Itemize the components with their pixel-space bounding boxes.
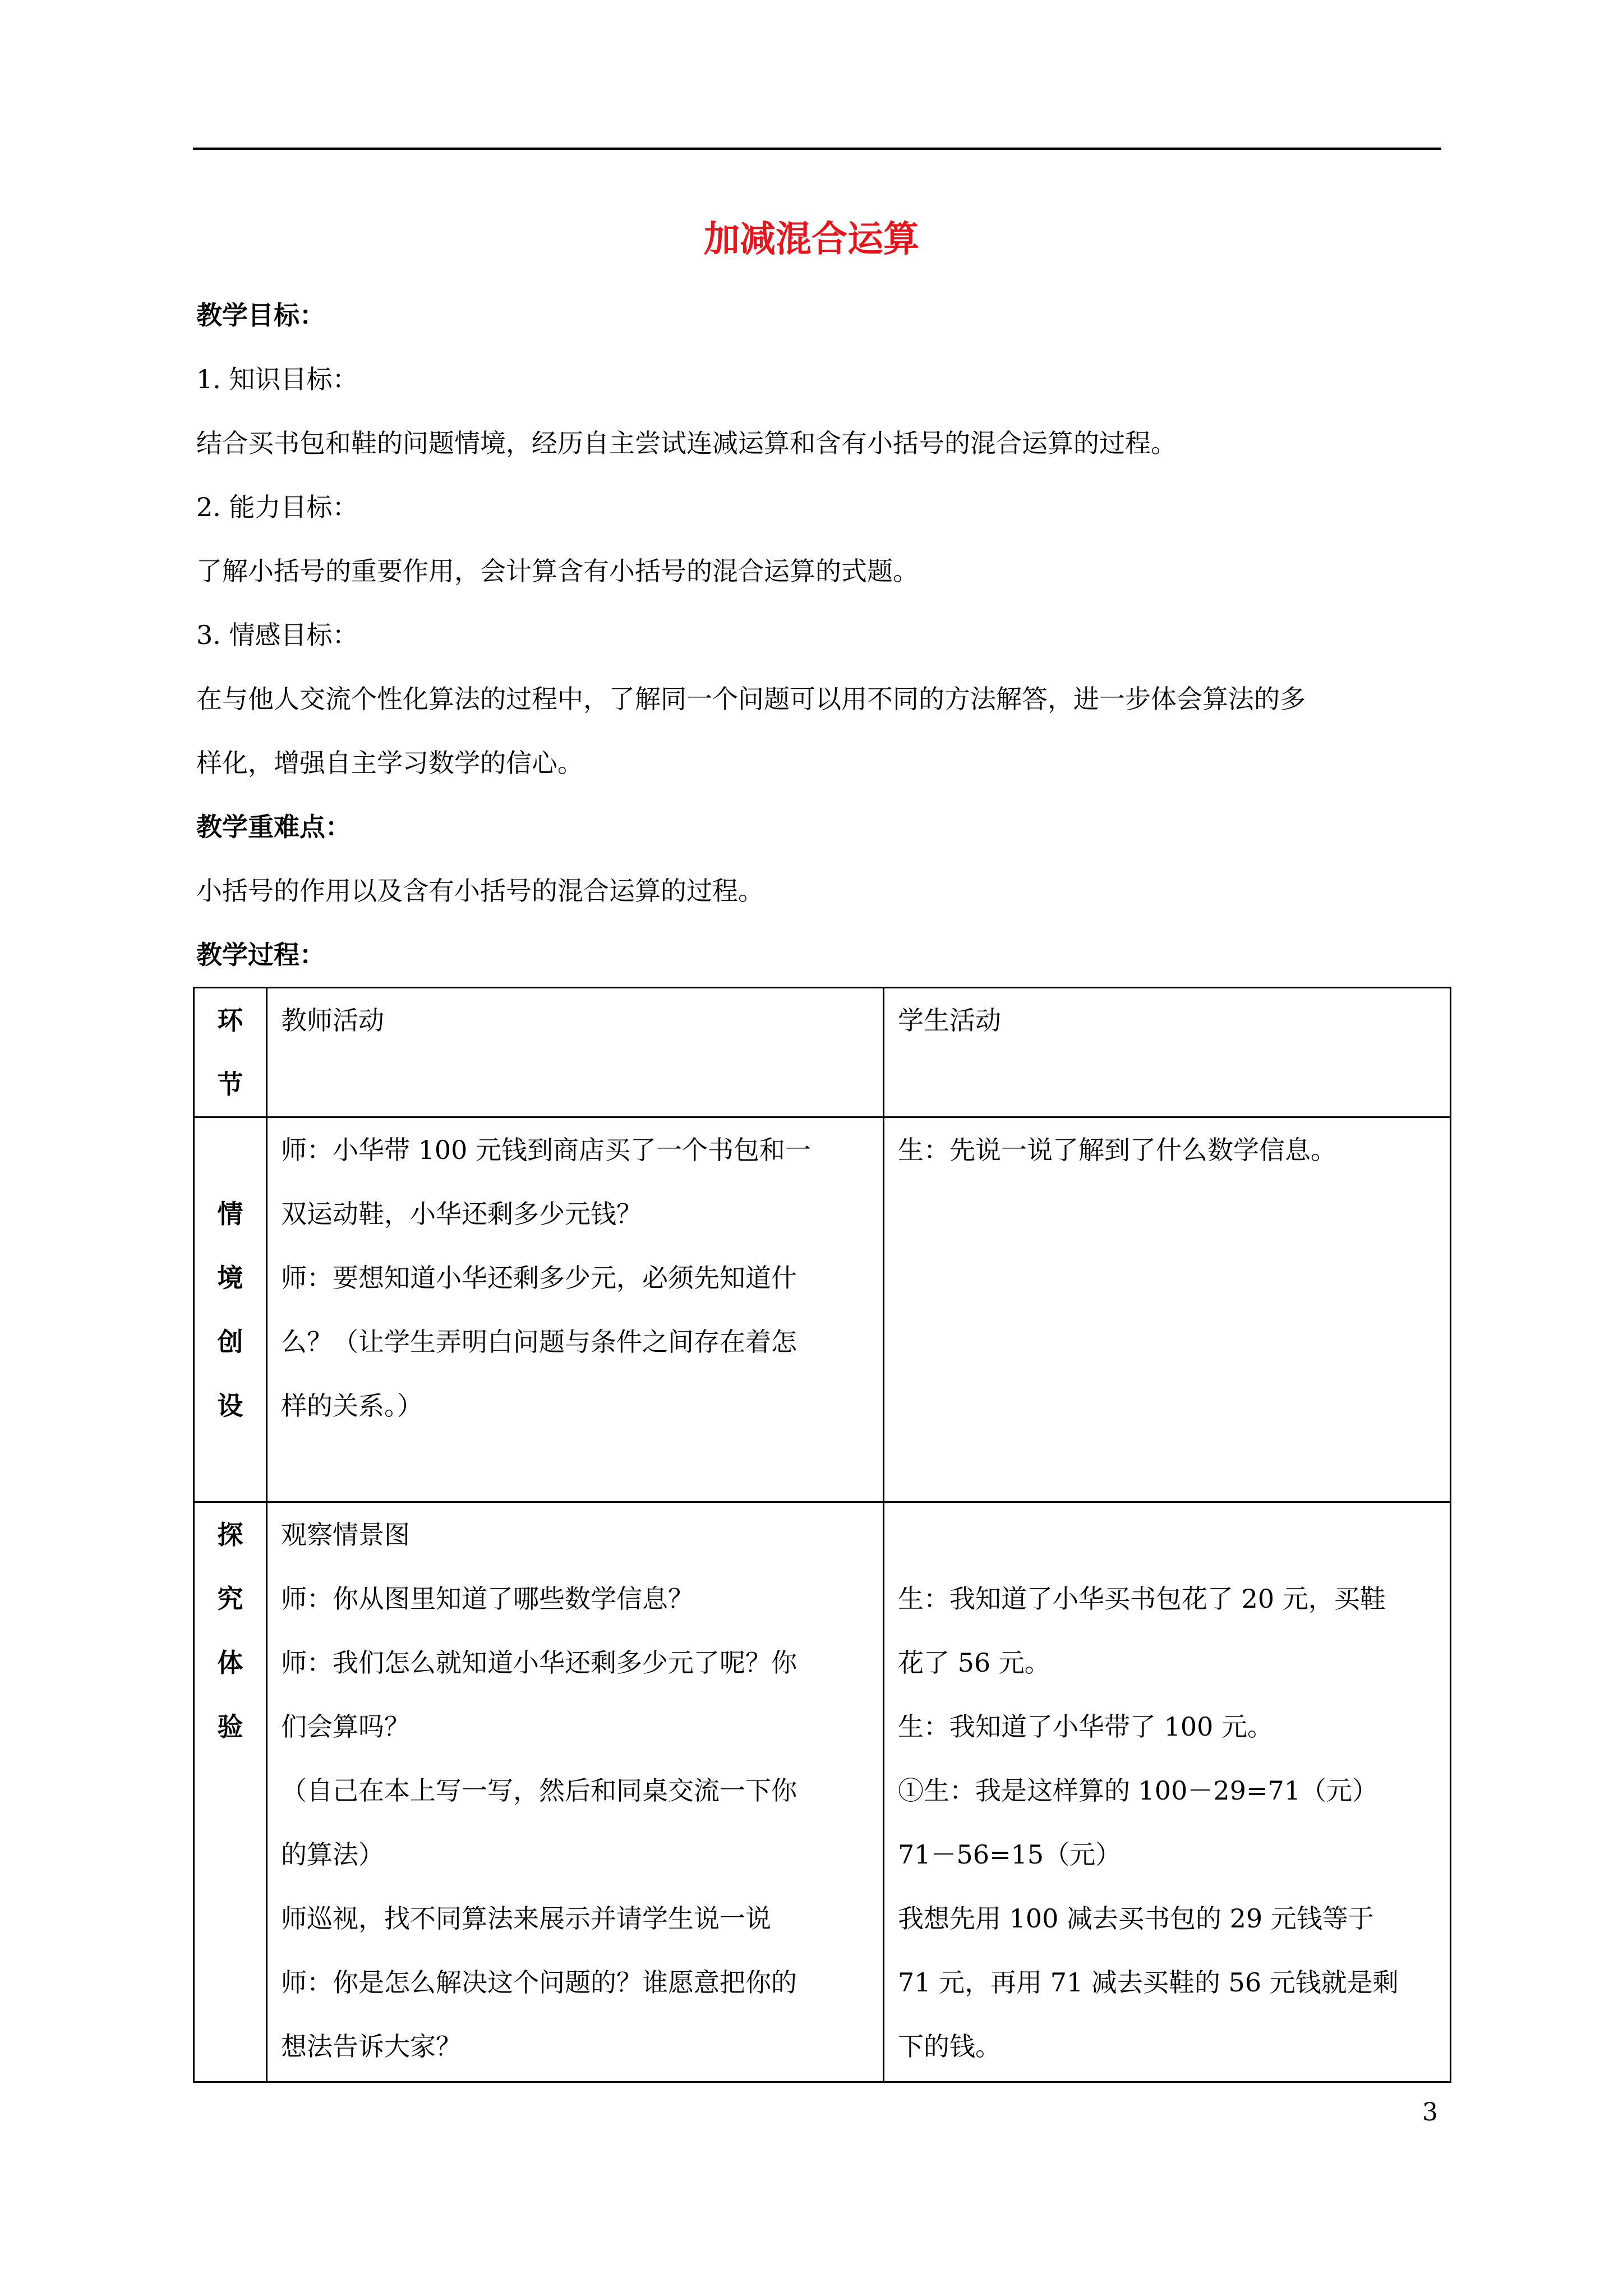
stage-char: 设	[217, 1391, 243, 1421]
student-line: 花了 56 元。	[898, 1648, 1050, 1678]
stage-char: 体	[217, 1648, 243, 1678]
header-teacher-cell	[267, 988, 884, 1117]
student-activity-cell	[884, 1117, 1451, 1502]
header-stage-char: 节	[217, 1069, 243, 1099]
teacher-line: 样的关系。）	[281, 1391, 423, 1421]
teacher-line: 想法告诉大家？	[281, 2031, 462, 2062]
student-line: ①生：我是这样算的 100－29=71（元）	[898, 1775, 1378, 1806]
teacher-line: 们会算吗？	[281, 1711, 410, 1742]
student-line: 71 元，再用 71 减去买鞋的 56 元钱就是剩	[898, 1967, 1399, 1998]
stage-char	[195, 1118, 266, 1182]
header-stage-cell	[194, 988, 267, 1117]
stage-char: 境	[217, 1263, 243, 1293]
header-student-label: 学生活动	[898, 1005, 1001, 1036]
student-line: 生：先说一说了解到了什么数学信息。	[898, 1135, 1336, 1165]
objective-3-text-line-2: 样化，增强自主学习数学的信心。	[196, 748, 583, 778]
teacher-line: 师：你从图里知道了哪些数学信息？	[281, 1584, 694, 1614]
student-line: 71－56=15（元）	[898, 1839, 1122, 1870]
stage-char: 究	[217, 1584, 243, 1614]
stage-char: 探	[217, 1520, 243, 1550]
teacher-line: 双运动鞋，小华还剩多少元钱？	[281, 1199, 642, 1229]
header-rule	[193, 148, 1441, 150]
student-line: 我想先用 100 减去买书包的 29 元钱等于	[898, 1903, 1374, 1934]
objectives-heading: 教学目标：	[196, 300, 325, 330]
objective-2-label: 2. 能力目标：	[196, 492, 358, 522]
student-activity-cell	[884, 1502, 1451, 2082]
teacher-line: 么？（让学生弄明白问题与条件之间存在着怎	[281, 1327, 797, 1357]
stage-cell-explore	[194, 1502, 267, 2082]
teacher-line: 的算法）	[281, 1839, 384, 1870]
objective-3-label: 3. 情感目标：	[196, 620, 358, 650]
objective-1-label: 1. 知识目标：	[196, 364, 358, 394]
objective-1-text: 结合买书包和鞋的问题情境，经历自主尝试连减运算和含有小括号的混合运算的过程。	[196, 428, 1177, 458]
student-line	[898, 1503, 1436, 1567]
teaching-process-table	[193, 987, 1451, 2083]
teacher-line: 师巡视，找不同算法来展示并请学生说一说	[281, 1903, 771, 1934]
student-line: 下的钱。	[898, 2031, 1001, 2062]
difficulty-heading: 教学重难点：	[196, 812, 351, 842]
table-header-row	[194, 988, 1451, 1117]
teacher-activity-cell	[267, 1502, 884, 2082]
page-number: 3	[1422, 2098, 1438, 2127]
page-title: 加减混合运算	[704, 218, 919, 260]
header-stage-char: 环	[217, 1005, 243, 1036]
teacher-line: （自己在本上写一写，然后和同桌交流一下你	[281, 1775, 797, 1806]
student-line: 生：我知道了小华带了 100 元。	[898, 1711, 1274, 1742]
objective-3-text-line-1: 在与他人交流个性化算法的过程中，了解同一个问题可以用不同的方法解答，进一步体会算法的多	[196, 684, 1306, 714]
body-content	[196, 283, 1447, 987]
table-row	[194, 1117, 1451, 1502]
teacher-line: 师：小华带 100 元钱到商店买了一个书包和一	[281, 1135, 811, 1165]
teacher-line: 师：你是怎么解决这个问题的？谁愿意把你的	[281, 1967, 797, 1998]
stage-char: 情	[217, 1199, 243, 1229]
stage-char: 创	[217, 1327, 243, 1357]
header-teacher-label: 教师活动	[281, 1005, 384, 1036]
teacher-line: 师：我们怎么就知道小华还剩多少元了呢？你	[281, 1648, 797, 1678]
teacher-activity-cell	[267, 1117, 884, 1502]
process-heading: 教学过程：	[196, 940, 325, 970]
header-student-cell	[884, 988, 1451, 1117]
stage-char: 验	[217, 1711, 243, 1742]
difficulty-text: 小括号的作用以及含有小括号的混合运算的过程。	[196, 876, 764, 906]
objective-2-text: 了解小括号的重要作用，会计算含有小括号的混合运算的式题。	[196, 556, 919, 586]
teacher-line: 师：要想知道小华还剩多少元，必须先知道什	[281, 1263, 797, 1293]
stage-cell-scenario	[194, 1117, 267, 1502]
table-row	[194, 1502, 1451, 2082]
student-line: 生：我知道了小华买书包花了 20 元，买鞋	[898, 1584, 1386, 1614]
teacher-line: 观察情景图	[281, 1520, 410, 1550]
